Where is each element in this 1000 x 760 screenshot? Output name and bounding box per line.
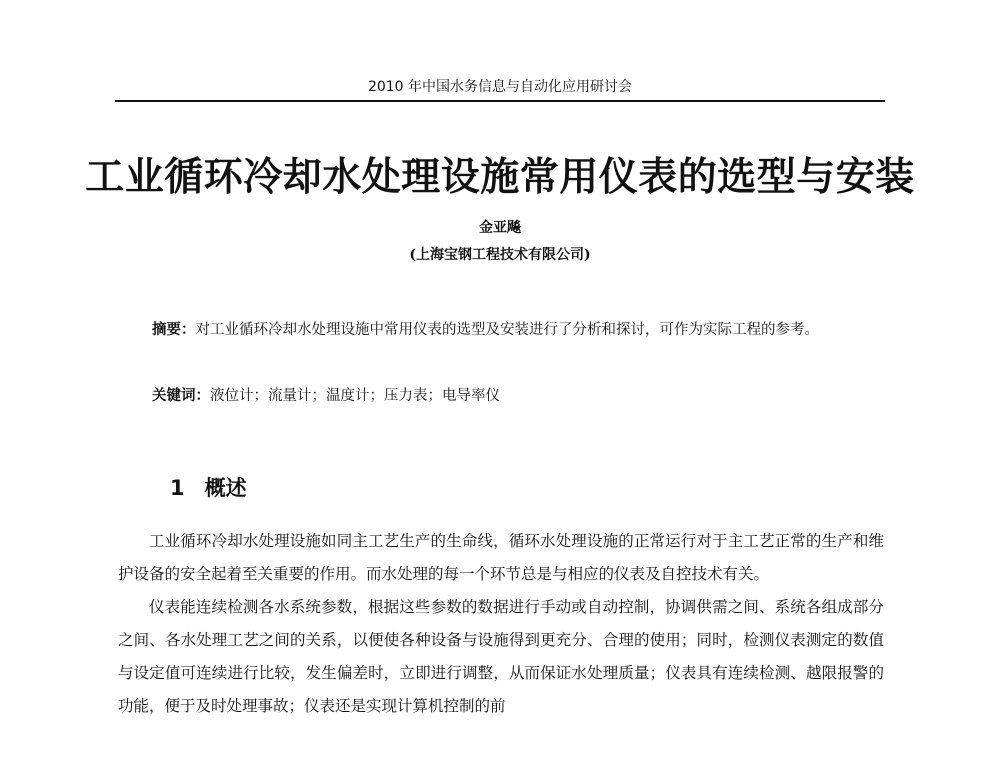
paper-title: 工业循环冷却水处理设施常用仪表的选型与安装: [85, 154, 915, 200]
section-body: [118, 525, 884, 723]
section-heading: [170, 472, 247, 502]
section-title: 概述: [204, 476, 247, 500]
abstract-text: 对工业循环冷却水处理设施中常用仪表的选型及安装进行了分析和探讨，可作为实际工程的参考。: [195, 322, 819, 338]
header-rule: [115, 100, 885, 102]
running-header: 2010 年中国水务信息与自动化应用研讨会: [367, 79, 633, 95]
abstract-label: 摘要：: [152, 322, 196, 338]
author-name: 金亚飚: [479, 220, 521, 236]
keywords-text: 液位计；流量计；温度计；压力表；电导率仪: [210, 388, 500, 404]
keywords: [152, 383, 884, 409]
body-paragraph: 工业循环冷却水处理设施如同主工艺生产的生命线，循环水处理设施的正常运行对于主工艺正常的生产和维护设备的安全起着至关重要的作用。而水处理的每一个环节总是与相应的仪表及自控技术有关。: [118, 532, 884, 583]
keywords-label: 关键词：: [152, 388, 210, 404]
body-paragraph: 仪表能连续检测各水系统参数，根据这些参数的数据进行手动或自动控制，协调供需之间、系统各组成部分之间、各水处理工艺之间的关系，以便使各种设备与设施得到更充分、合理的使用；同时，检测仪表测定的数值与设定值可连续进行比较，发生偏差时，立即进行调整，从而保证水处理质量；仪表具有连续检测、越限报警的功能，便于及时处理事故；仪表还是实现计算机控制的前: [118, 598, 884, 715]
abstract: [152, 315, 884, 345]
author-affiliation: (上海宝钢工程技术有限公司): [409, 247, 591, 263]
section-number: 1: [170, 476, 185, 500]
